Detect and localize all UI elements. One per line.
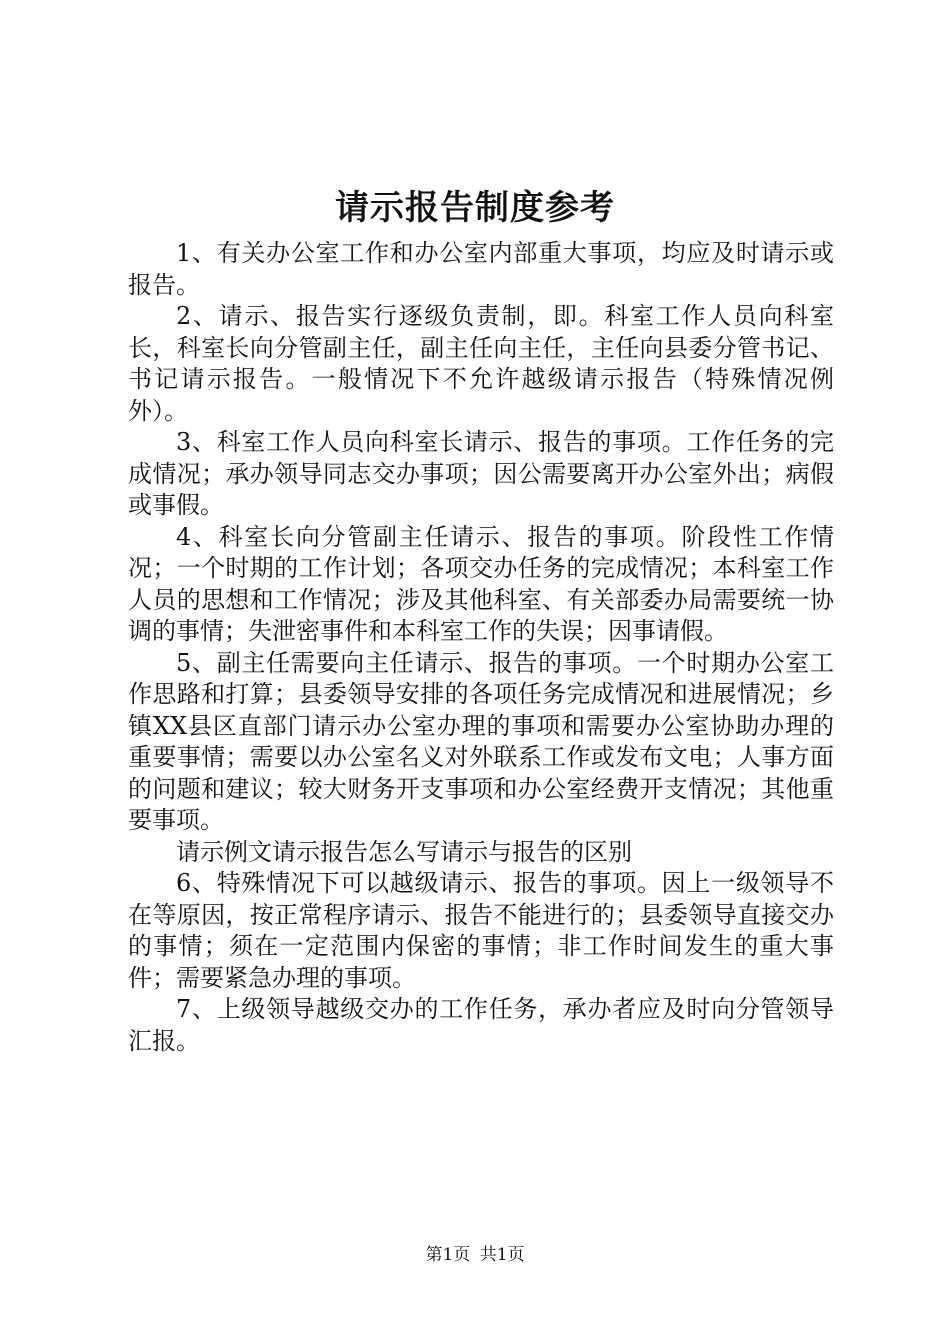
paragraph-4: 4、科室长向分管副主任请示、报告的事项。阶段性工作情况；一个时期的工作计划；各项交办任务的完成情况；本科室工作人员的思想和工作情况；涉及其他科室、有关部委办局需要统一协调的事情；失泄密事件和本科室工作的失误；因事请假。	[128, 522, 834, 645]
paragraph-1: 1、有关办公室工作和办公室内部重大事项，均应及时请示或报告。	[128, 239, 834, 299]
document-body	[128, 238, 834, 1057]
related-links-line: 请示例文请示报告怎么写请示与报告的区别	[176, 837, 632, 866]
paragraph-2: 2、请示、报告实行逐级负责制，即。科室工作人员向科室长，科室长向分管副主任，副主任向主任，主任向县委分管书记、书记请示报告。一般情况下不允许越级请示报告（特殊情况例外）。	[128, 302, 834, 425]
paragraph-5: 5、副主任需要向主任请示、报告的事项。一个时期办公室工作思路和打算；县委领导安排的各项任务完成情况和进展情况；乡镇XX县区直部门请示办公室办理的事项和需要办公室协助办理的重要事情；需要以办公室名义对外联系工作或发布文电；人事方面的问题和建议；较大财务开支事项和办公室经费开支情况；其他重要事项。	[128, 648, 834, 834]
page-total: 共1页	[479, 1245, 525, 1265]
document-title: 请示报告制度参考	[335, 188, 615, 228]
page-footer	[0, 1244, 950, 1266]
page-number: 第1页	[425, 1245, 471, 1265]
paragraph-6: 6、特殊情况下可以越级请示、报告的事项。因上一级领导不在等原因，按正常程序请示、报告不能进行的；县委领导直接交办的事情；须在一定范围内保密的事情；非工作时间发生的重大事件；需要紧急办理的事项。	[128, 869, 834, 992]
paragraph-7: 7、上级领导越级交办的工作任务，承办者应及时向分管领导汇报。	[128, 995, 834, 1055]
paragraph-3: 3、科室工作人员向科室长请示、报告的事项。工作任务的完成情况；承办领导同志交办事项；因公需要离开办公室外出；病假或事假。	[128, 428, 834, 519]
